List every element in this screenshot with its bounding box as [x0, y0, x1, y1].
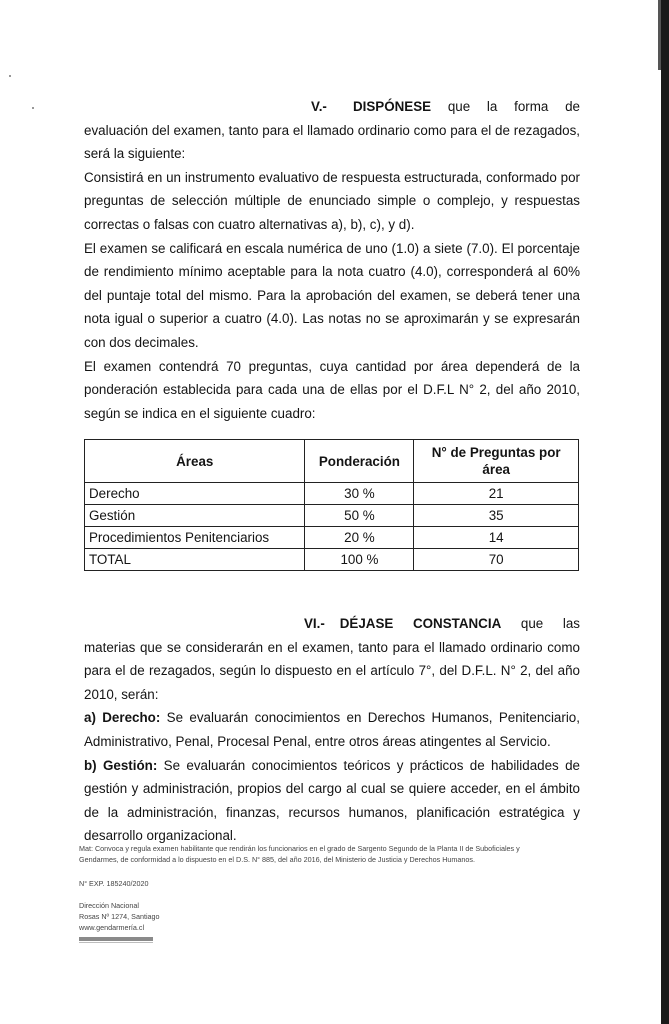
paragraph-line: será la siguiente:: [84, 146, 186, 162]
section-vi-keyword2: CONSTANCIA: [412, 616, 502, 631]
paragraph-line: según se indica en el siguiente cuadro:: [84, 405, 316, 421]
footer-address: Rosas Nº 1274, Santiago: [79, 912, 160, 921]
heading-word: que: [520, 616, 544, 631]
cell-ponderacion: 50 %: [305, 505, 414, 527]
paragraph-line: correctas o falsas con cuatro alternativas a), b), c), y d).: [84, 216, 415, 232]
paragraph-line: nota igual o superior a cuatro (4.0). Las notas no se aproximarán y se expresarán: [84, 311, 580, 327]
item-b: b) Gestión: Se evaluarán conocimientos teóricos y prácticos de habilidades de: [84, 757, 580, 773]
item-b-label: b) Gestión:: [84, 757, 158, 773]
paragraph-line: del puntaje total del mismo. Para la aprobación del examen, se deberá tener una: [84, 287, 580, 303]
cell-area: TOTAL: [85, 549, 305, 571]
section-vi-keyword: DÉJASE: [339, 616, 394, 631]
cell-preguntas: 21: [414, 483, 579, 505]
cell-area: Derecho: [85, 483, 305, 505]
cell-preguntas: 14: [414, 527, 579, 549]
section-vi-heading: [84, 612, 580, 636]
paragraph-line: con dos decimales.: [84, 334, 199, 350]
section-vi: [84, 612, 580, 848]
scan-border: [661, 0, 669, 1024]
scan-border-shadow: [658, 0, 661, 70]
section-v-keyword: DISPÓNESE: [352, 99, 432, 114]
paragraph-line: gestión y administración, propios del cargo al cual se quiere acceder, en el ámbito: [84, 781, 580, 797]
section-v-number: V.-: [311, 99, 327, 114]
table-row: [85, 527, 579, 549]
footer-color-bar-shadow: [79, 942, 153, 943]
section-vi-number: VI.-: [304, 616, 325, 631]
section-v-heading: [84, 95, 580, 119]
item-a: a) Derecho: Se evaluarán conocimientos en Derechos Humanos, Penitenciario,: [84, 710, 580, 726]
paragraph-line: El examen se calificará en escala numérica de uno (1.0) a siete (7.0). El porcentaje: [84, 240, 580, 256]
header-areas: Áreas: [85, 440, 305, 483]
areas-table: [84, 439, 579, 571]
item-a-label: a) Derecho:: [84, 710, 161, 726]
paragraph-line: de la administración, finanzas, recursos humanos, planificación estratégica y: [84, 804, 580, 820]
heading-word: de: [565, 99, 580, 114]
table-row: [85, 505, 579, 527]
cell-ponderacion: 100 %: [305, 549, 414, 571]
heading-word: que: [447, 99, 471, 114]
cell-area: Gestión: [85, 505, 305, 527]
heading-word: forma: [514, 99, 549, 114]
cell-area: Procedimientos Penitenciarios: [85, 527, 305, 549]
footer-mat-line: Gendarmes, de conformidad a lo dispuesto en el D.S. N° 885, del año 2016, del Ministerio de Justicia y Derechos Humanos.: [79, 855, 476, 864]
paragraph-line: Administrativo, Penal, Procesal Penal, entre otros áreas atingentes al Servicio.: [84, 733, 551, 749]
section-v: [84, 95, 580, 425]
paragraph-line: materias que se considerarán en el examen, tanto para el llamado ordinario como: [84, 639, 580, 655]
paragraph-line: Consistirá en un instrumento evaluativo de respuesta estructurada, conformado por: [84, 169, 580, 185]
paragraph-line: evaluación del examen, tanto para el llamado ordinario como para el de rezagados,: [84, 122, 580, 138]
footer-color-bar: [79, 937, 153, 941]
paragraph-line: para el de rezagados, según lo dispuesto en el artículo 7°, del D.F.L. N° 2, del año: [84, 663, 580, 679]
scan-speck: [32, 107, 34, 109]
table-header-row: [85, 440, 579, 483]
paragraph-line: desarrollo organizacional.: [84, 828, 237, 844]
table-row: [85, 483, 579, 505]
paragraph-line: ponderación establecida para cada una de ellas por el D.F.L N° 2, del año 2010,: [84, 382, 580, 398]
cell-preguntas: 35: [414, 505, 579, 527]
cell-preguntas: 70: [414, 549, 579, 571]
paragraph-line: El examen contendrá 70 preguntas, cuya cantidad por área dependerá de la: [84, 358, 580, 374]
scan-speck: [9, 75, 11, 77]
header-preguntas: N° de Preguntas por área: [414, 440, 579, 483]
paragraph-line: preguntas de selección múltiple de enunciado simple o complejo, y respuestas: [84, 193, 580, 209]
heading-word: la: [486, 99, 498, 114]
footer-exp: N° EXP. 185240/2020: [79, 879, 149, 888]
paragraph-line: de rendimiento mínimo aceptable para la nota cuatro (4.0), corresponderá al 60%: [84, 264, 580, 280]
table-total-row: [85, 549, 579, 571]
footer-mat-line: Mat: Convoca y regula examen habilitante que rendirán los funcionarios en el grado de Sargento Segundo de la Planta II de Suboficiales y: [79, 844, 520, 853]
heading-word: las: [562, 616, 580, 631]
footer-office: Dirección Nacional: [79, 901, 139, 910]
cell-ponderacion: 20 %: [305, 527, 414, 549]
cell-ponderacion: 30 %: [305, 483, 414, 505]
header-ponderacion: Ponderación: [305, 440, 414, 483]
footer-web: www.gendarmería.cl: [79, 923, 145, 932]
paragraph-line: 2010, serán:: [84, 686, 159, 702]
